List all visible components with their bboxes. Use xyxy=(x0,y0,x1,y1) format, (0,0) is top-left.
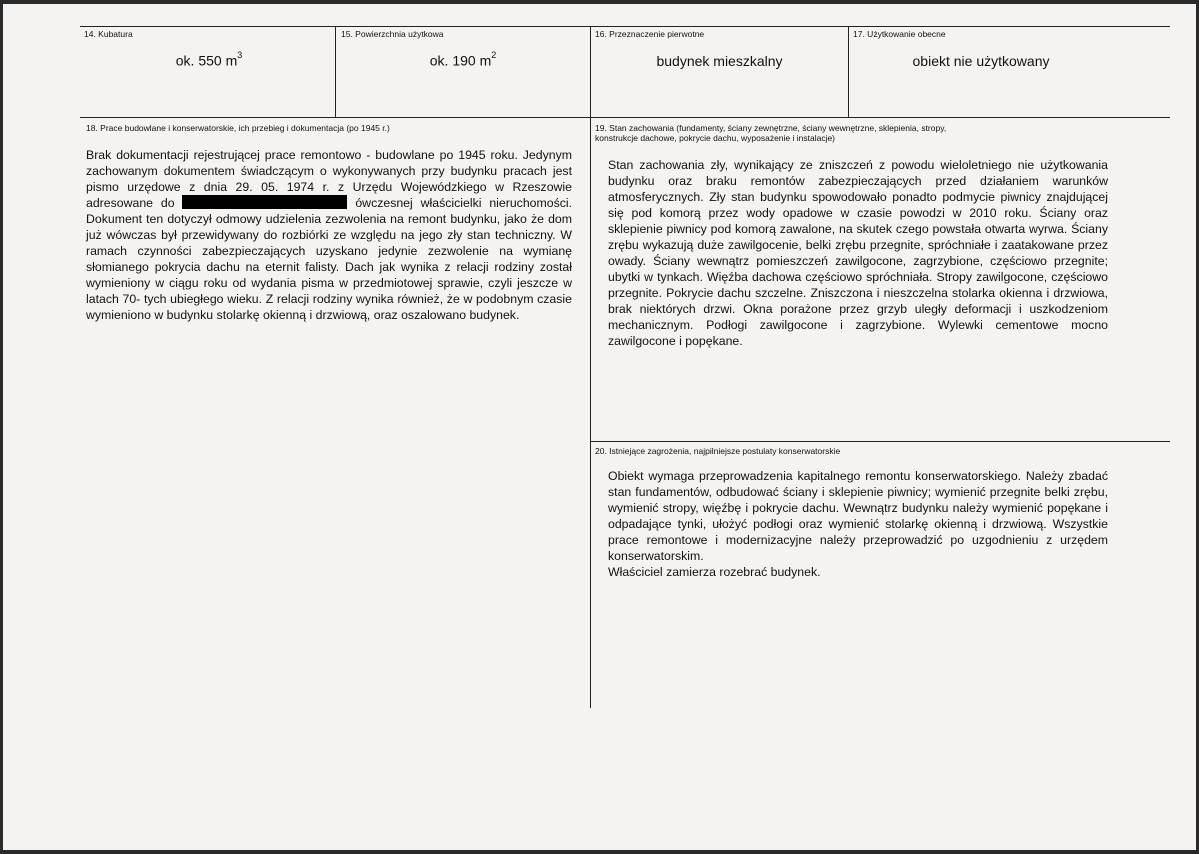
scan-edge-top xyxy=(0,0,1199,4)
section19-label-line2: konstrukcje dachowe, pokrycie dachu, wyposażenie i instalacje) xyxy=(595,133,836,143)
section18-label: 18. Prace budowlane i konserwatorskie, ich przebieg i dokumentacja (po 1945 r.) xyxy=(86,123,390,133)
kubatura-unit-exponent: 3 xyxy=(237,50,243,60)
powierzchnia-label: 15. Powierzchnia użytkowa xyxy=(341,29,444,39)
section20-top-rule xyxy=(590,441,1170,442)
row1-top-rule xyxy=(80,26,1170,27)
redaction-bar xyxy=(182,195,347,209)
divider-14-15 xyxy=(335,26,336,118)
przeznaczenie-label: 16. Przeznaczenie pierwotne xyxy=(595,29,705,39)
section20-label: 20. Istniejące zagrożenia, najpilniejsze postulaty konserwatorskie xyxy=(595,446,841,456)
przeznaczenie-value: budynek mieszkalny xyxy=(656,53,783,69)
powierzchnia-number: ok. 190 m xyxy=(429,52,492,69)
section19-label-line1: 19. Stan zachowania (fundamenty, ściany zewnętrzne, ściany wewnętrzne, sklepienia, stropy, xyxy=(595,123,947,133)
uzytkowanie-value: obiekt nie użytkowany xyxy=(912,53,1050,69)
powierzchnia-value xyxy=(336,52,590,69)
row1-bottom-rule xyxy=(80,117,1170,118)
section18-text xyxy=(86,147,572,323)
kubatura-number: ok. 550 m xyxy=(175,52,238,69)
section20-paragraph2: Właściciel zamierza rozebrać budynek. xyxy=(608,565,821,579)
section20-text xyxy=(608,468,1108,580)
section19-text: Stan zachowania zły, wynikający ze zniszczeń z powodu wieloletniego nie użytkowania budynku oraz braku remontów zabezpieczających przed działaniem warunków atmosferycznych. Zły stan budynku spowodowało ponadto podmycie piwnicy znajdującej się pod komorą przez wody opadowe w czasie powodzi w 2010 roku. Ściany oraz sklepienie piwnicy pod komorą zawalone, na skutek czego powstała otwarta wyrwa. Ściany zrębu wykazują duże zawilgocenie, belki zrębu przegnite, spróchniałe i zaatakowane przez owady. Ściany wewnątrz pomieszczeń zawilgocone, zagrzybione, częściowo przegnite; ubytki w tynkach. Więźba dachowa częściowo spróchniała. Stropy zawilgocone, częściowo przegnite. Pokrycie dachu szczelne. Zniszczona i nieszczelna stolarka okienna i drzwiowa, brak niektórych drzwi. Okna porażone przez grzyb uległy deformacji i uszkodzeniom mechanicznym. Podłogi zawilgocone i zagrzybione. Wylewki cementowe mocno zawilgocone i popękane. xyxy=(608,158,1108,348)
divider-center xyxy=(590,26,591,708)
section18-text-part1: Brak dokumentacji rejestrującej prace remontowo - budowlane po 1945 roku. Jedynym zachowanym dokumentem świadczącym o wykonywanych przy budynku pracach jest pismo urzędowe z dnia 29. 05. 1974 r. z Urzędu Wojewódzkiego w Rzeszowie adresowane do xyxy=(86,148,572,210)
section20-paragraph1: Obiekt wymaga przeprowadzenia kapitalnego remontu konserwatorskiego. Należy zbadać stan fundamentów, odbudować ściany i sklepienie piwnicy; wymienić przegnite belki zrębu, wymienić stropy, więźbę i pokrycie dachu. Wewnątrz budynku należy wymienić popękane i odpadające tynki, ułożyć podłogi oraz wymienić stolarkę okienną i drzwiową. Wszystkie prace remontowe i modernizacyjne należy przeprowadzić po uzgodnieniu z urzędem konserwatorskim. xyxy=(608,469,1108,563)
divider-16-17 xyxy=(848,26,849,118)
scan-edge-left xyxy=(0,0,3,854)
kubatura-value xyxy=(84,52,334,69)
uzytkowanie-label: 17. Użytkowanie obecne xyxy=(853,29,946,39)
powierzchnia-unit-exponent: 2 xyxy=(491,50,497,60)
kubatura-label: 14. Kubatura xyxy=(84,29,133,39)
section18-text-part2: ówczesnej właścicielki nieruchomości. Dokument ten dotyczył odmowy udzielenia zezwolenia na remont budynku, jako że dom już wówczas był przewidywany do rozbiórki ze względu na jego zły stan techniczny. W ramach czynności zabezpieczających uzyskano jedynie zezwolenie na wymianę słomianego pokrycia dachu na eternit falisty. Dach jak wynika z relacji rodziny został wymieniony w ciągu roku od wydania pisma w przedmiotowej sprawie, czyli jeszcze w latach 70- tych ubiegłego wieku. Z relacji rodziny wynika również, że w podobnym czasie wymieniono w budynku stolarkę okienną i drzwiową, oraz oszalowano budynek. xyxy=(86,196,573,322)
scan-edge-bottom xyxy=(0,850,1199,854)
